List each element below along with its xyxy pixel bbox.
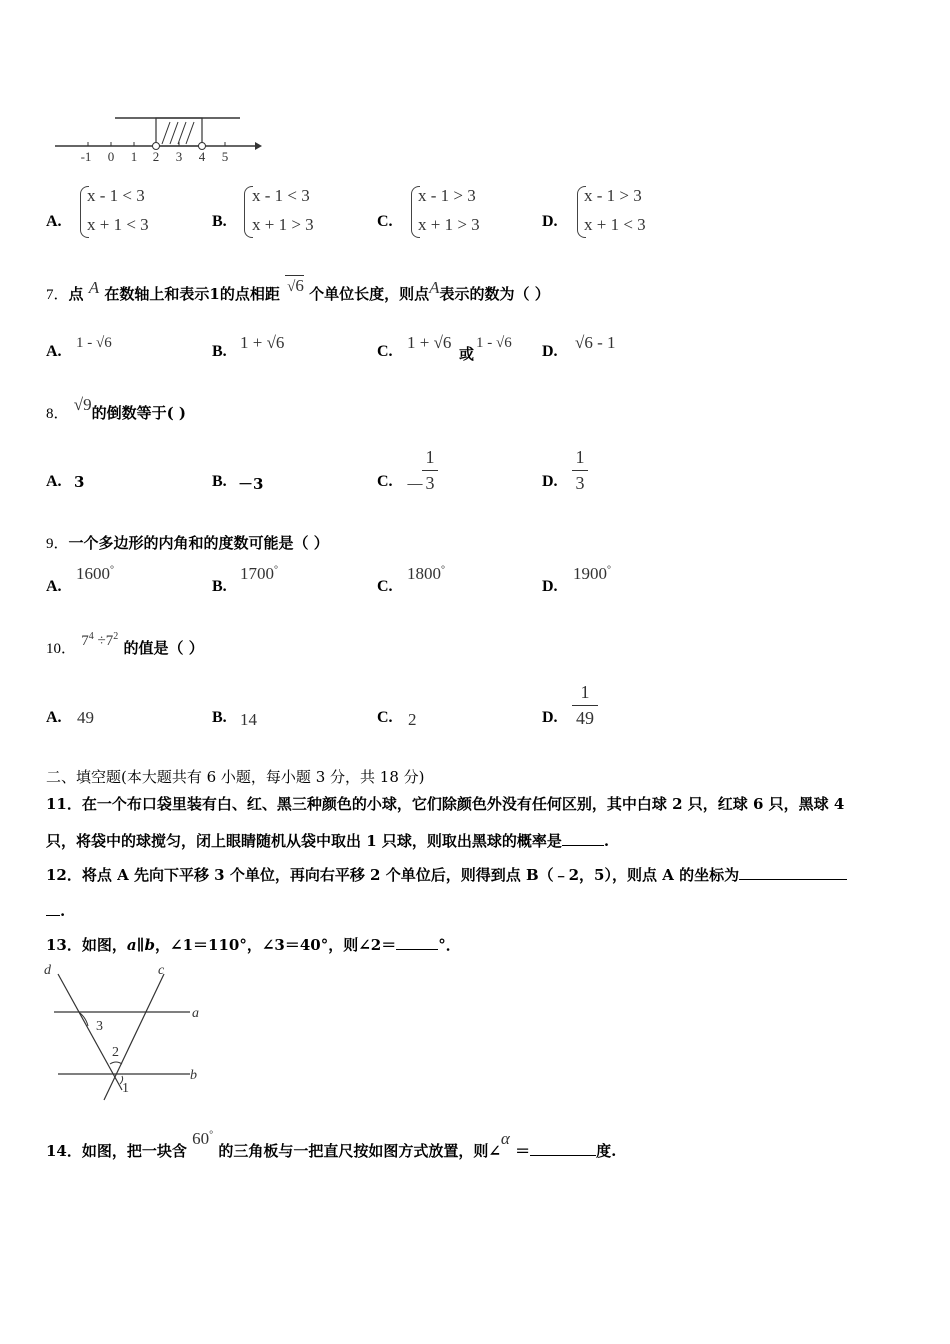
q8-option-c-sign: －	[405, 475, 425, 497]
q7-option-c-label[interactable]: C.	[377, 343, 393, 360]
q10-option-c-label[interactable]: C.	[377, 709, 393, 726]
q10-option-b-label[interactable]: B.	[212, 709, 227, 726]
q8-option-d-label[interactable]: D.	[542, 473, 558, 490]
q8-option-b-value: －3	[238, 475, 264, 493]
tick-label: 0	[107, 149, 115, 164]
q9-option-c-value: 1800°	[407, 564, 445, 583]
q9-option-b-value: 1700°	[240, 564, 278, 583]
q10-option-d-label[interactable]: D.	[542, 709, 558, 726]
q6-option-a-line1: x - 1 < 3	[87, 186, 145, 205]
q6-option-b-line2: x + 1 > 3	[252, 215, 314, 234]
q14-answer-blank[interactable]	[530, 1141, 596, 1156]
q9-option-d-value: 1900°	[573, 564, 611, 583]
q7-option-a-value: 1 - √6	[76, 335, 112, 351]
q6-option-c-line2: x + 1 > 3	[418, 215, 480, 234]
tick-label: 5	[221, 149, 229, 164]
q9-option-c-label[interactable]: C.	[377, 578, 393, 595]
q7-option-a-label[interactable]: A.	[46, 343, 62, 360]
q11-line1: 11．在一个布口袋里装有白、红、黑三种颜色的小球，它们除颜色外没有任何区别，其中白球 2 只，红球 6 只，黑球 4	[46, 795, 845, 813]
q7-option-b-label[interactable]: B.	[212, 343, 227, 360]
q6-option-d-label[interactable]: D.	[542, 213, 558, 230]
q10-option-a-label[interactable]: A.	[46, 709, 62, 726]
q6-option-a-line2: x + 1 < 3	[87, 215, 149, 234]
line-b-label: b	[190, 1068, 197, 1083]
q9-option-b-label[interactable]: B.	[212, 578, 227, 595]
q10-option-b-value: 14	[240, 710, 257, 729]
q8-option-a-label[interactable]: A.	[46, 473, 62, 490]
q6-option-c-line1: x - 1 > 3	[418, 186, 476, 205]
line-a-label: a	[192, 1006, 199, 1021]
q13-stem: 13．如图，a∥b，∠1＝110°，∠3＝40°，则∠2＝ °．	[46, 936, 461, 954]
q7-option-c-value1: 1 + √6	[407, 333, 452, 352]
q6-option-d-line2: x + 1 < 3	[584, 215, 646, 234]
angle-2-label: 2	[112, 1045, 119, 1060]
q12-line1: 12．将点 A 先向下平移 3 个单位，再向右平移 2 个单位后，则得到点 B（﹣2，5），则点 A 的坐标为	[46, 864, 847, 885]
q9-option-d-label[interactable]: D.	[542, 578, 558, 595]
q9-option-a-label[interactable]: A.	[46, 578, 62, 595]
q12-answer-blank-cont	[46, 901, 60, 916]
q8-option-b-label[interactable]: B.	[212, 473, 227, 490]
q8-option-d-fraction: 1 3	[572, 447, 588, 494]
q11-line2: 只，将袋中的球搅匀，闭上眼睛随机从袋中取出 1 只球，则取出黑球的概率是 .	[46, 832, 610, 850]
q7-stem: 7．点 A 在数轴上和表示1的点相距 √6 个单位长度，则点A表示的数为（ ）	[46, 276, 550, 303]
q8-option-c-fraction: 1 3	[422, 447, 438, 494]
tick-label: 2	[152, 149, 160, 164]
q7-option-b-value: 1 + √6	[240, 333, 285, 352]
q10-stem: 10． $7^4 \div 7^2$ 的值是（ ）	[46, 631, 204, 657]
q8-stem: 8． √9的倒数等于( )	[46, 395, 187, 422]
q7-option-c-or: 或	[459, 345, 475, 363]
tick-label: 4	[198, 149, 206, 164]
q10-option-a-value: 49	[77, 708, 94, 727]
q7-option-d-label[interactable]: D.	[542, 343, 558, 360]
q6-option-b-line1: x - 1 < 3	[252, 186, 310, 205]
q6-option-d-line1: x - 1 > 3	[584, 186, 642, 205]
q8-option-c-label[interactable]: C.	[377, 473, 393, 490]
q6-option-b-label[interactable]: B.	[212, 213, 227, 230]
q8-option-a-value: 3	[74, 473, 85, 491]
q10-option-c-value: 2	[408, 710, 417, 729]
parallel-lines-figure	[40, 960, 210, 1105]
angle-1-label: 1	[122, 1081, 129, 1096]
angle-3-label: 3	[96, 1019, 103, 1034]
q12-answer-blank[interactable]	[739, 865, 847, 880]
q11-answer-blank[interactable]	[562, 831, 604, 846]
q10-option-d-fraction: 1 49	[572, 682, 598, 729]
q7-option-d-value: √6 - 1	[575, 333, 616, 352]
q6-option-a-label[interactable]: A.	[46, 213, 62, 230]
q12-line2: .	[46, 901, 65, 920]
q9-stem: 9．一个多边形的内角和的度数可能是（ ）	[46, 534, 329, 552]
line-c-label: c	[158, 963, 165, 978]
section-2-title: 二、填空题(本大题共有 6 小题，每小题 3 分，共 18 分)	[46, 768, 425, 786]
q6-option-c-label[interactable]: C.	[377, 213, 393, 230]
q14-stem: 14．如图，把一块含 60° 的三角板与一把直尺按如图方式放置，则∠α ＝ 度.	[46, 1129, 617, 1160]
line-d-label: d	[44, 963, 51, 978]
number-line-figure	[50, 108, 270, 168]
q13-answer-blank[interactable]	[396, 935, 438, 950]
tick-label: -1	[80, 149, 92, 164]
q7-option-c-value2: 1 - √6	[476, 335, 512, 351]
tick-label: 3	[175, 149, 183, 164]
q9-option-a-value: 1600°	[76, 564, 114, 583]
tick-label: 1	[130, 149, 138, 164]
